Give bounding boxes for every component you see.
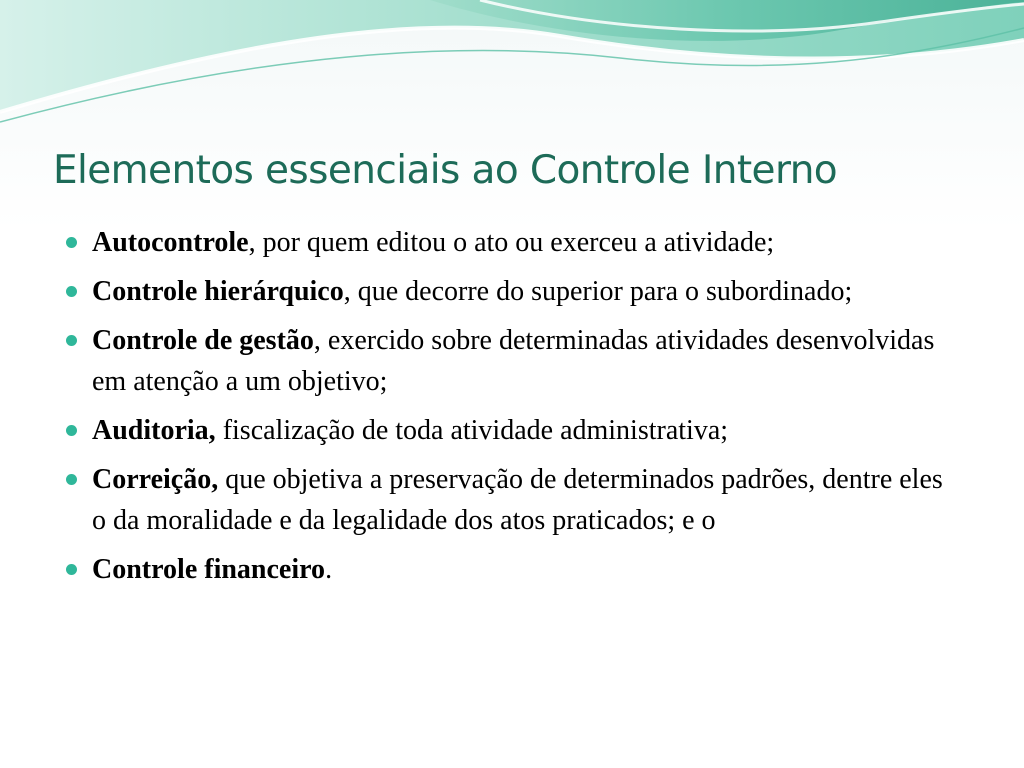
- bullet-dot-icon: [66, 474, 77, 485]
- list-item: [66, 320, 946, 402]
- list-item: [66, 549, 946, 590]
- bullet-term: Controle financeiro: [92, 554, 326, 585]
- bullet-list: [66, 222, 946, 598]
- slide-title: Elementos essenciais ao Controle Interno: [53, 148, 838, 193]
- list-item: [66, 410, 946, 451]
- bullet-dot-icon: [66, 335, 77, 346]
- bullet-term: Auditoria,: [92, 415, 216, 446]
- bullet-dot-icon: [66, 564, 77, 575]
- bullet-text: fiscalização de toda atividade administrativa;: [215, 415, 729, 446]
- bullet-term: Controle de gestão: [92, 325, 314, 356]
- bullet-text: , que decorre do superior para o subordinado;: [343, 276, 853, 307]
- bullet-term: Autocontrole: [92, 227, 249, 258]
- list-item: [66, 271, 946, 312]
- list-item: [66, 222, 946, 263]
- bullet-term: Controle hierárquico: [92, 276, 344, 307]
- bullet-dot-icon: [66, 237, 77, 248]
- bullet-dot-icon: [66, 286, 77, 297]
- bullet-dot-icon: [66, 425, 77, 436]
- bullet-text: que objetiva a preservação de determinados padrões, dentre eles o da moralidade e da legalidade dos atos praticados; e o: [92, 464, 943, 536]
- list-item: [66, 459, 946, 541]
- bullet-text: , exercido sobre determinadas atividades desenvolvidas em atenção a um objetivo;: [92, 325, 935, 397]
- bullet-text: .: [325, 554, 333, 585]
- bullet-term: Correição,: [92, 464, 219, 495]
- bullet-text: , por quem editou o ato ou exerceu a atividade;: [248, 227, 775, 258]
- header-wave-decoration: [0, 0, 1024, 130]
